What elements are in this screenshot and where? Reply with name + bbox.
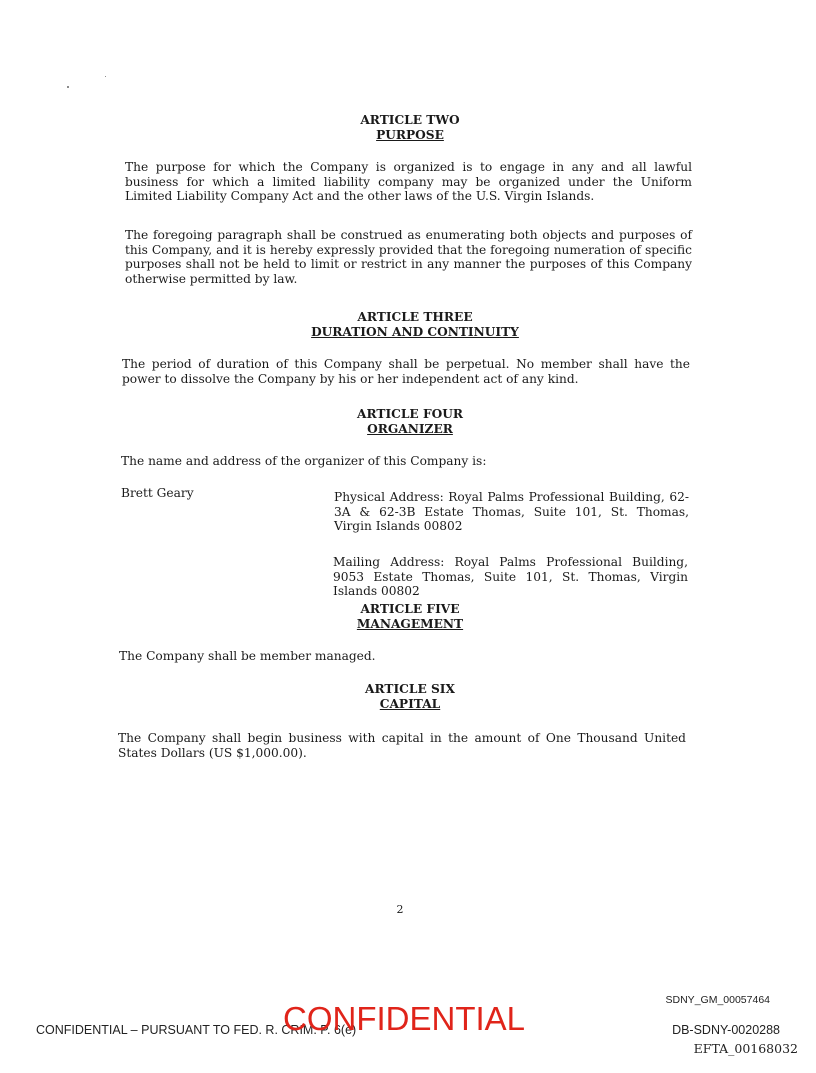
- confidential-notice: CONFIDENTIAL – PURSUANT TO FED. R. CRIM. P. 6(e): [36, 1023, 357, 1037]
- article-four-heading: [300, 407, 520, 437]
- article-five-subtitle: MANAGEMENT: [356, 617, 464, 631]
- article-six-title: ARTICLE SIX: [365, 682, 455, 696]
- article-five-paragraph: The Company shall be member managed.: [119, 649, 376, 663]
- mailing-address: Mailing Address: Royal Palms Professional Building, 9053 Estate Thomas, Suite 101, St. Thomas, Virgin Islands 00802: [333, 555, 688, 598]
- article-five-title: ARTICLE FIVE: [360, 602, 460, 616]
- physical-address: Physical Address: Royal Palms Professional Building, 62-3A & 62-3B Estate Thomas, Suite 101, St. Thomas, Virgin Islands 00802: [334, 490, 689, 533]
- scan-speck: [67, 86, 69, 88]
- article-three-paragraph: The period of duration of this Company shall be perpetual. No member shall have the power to dissolve the Company by his or her independent act of any kind.: [122, 357, 690, 386]
- article-five-heading: [300, 602, 520, 632]
- article-two-subtitle: PURPOSE: [376, 128, 444, 142]
- article-four-subtitle: ORGANIZER: [367, 422, 453, 436]
- scan-speck: [105, 76, 106, 77]
- article-six-subtitle: CAPITAL: [379, 697, 441, 711]
- article-six-paragraph: The Company shall begin business with capital in the amount of One Thousand United States Dollars (US $1,000.00).: [118, 731, 686, 760]
- confidential-stamp: CONFIDENTIAL: [283, 1000, 526, 1037]
- article-two-title: ARTICLE TWO: [360, 113, 460, 127]
- bates-db: DB-SDNY-0020288: [672, 1023, 780, 1037]
- article-four-intro: The name and address of the organizer of this Company is:: [121, 454, 487, 468]
- page-number: 2: [396, 903, 404, 916]
- bates-efta: EFTA_00168032: [693, 1041, 798, 1056]
- article-three-title: ARTICLE THREE: [357, 310, 473, 324]
- article-three-heading: [290, 310, 540, 340]
- article-four-title: ARTICLE FOUR: [357, 407, 463, 421]
- article-six-heading: [300, 682, 520, 712]
- article-three-subtitle: DURATION AND CONTINUITY: [311, 325, 519, 339]
- article-two-paragraph-1: The purpose for which the Company is organized is to engage in any and all lawful business for which a limited liability company may be organized under the Uniform Limited Liability Company Act and the other laws of the U.S. Virgin Islands.: [125, 160, 692, 203]
- bates-sdny-gm: SDNY_GM_00057464: [665, 994, 770, 1006]
- article-two-paragraph-2: The foregoing paragraph shall be construed as enumerating both objects and purposes of this Company, and it is hereby expressly provided that the foregoing numeration of specific purposes shall not be held to limit or restrict in any manner the purposes of this Company otherwise permitted by law.: [125, 228, 692, 286]
- organizer-name: Brett Geary: [121, 486, 194, 500]
- article-two-heading: [300, 113, 520, 143]
